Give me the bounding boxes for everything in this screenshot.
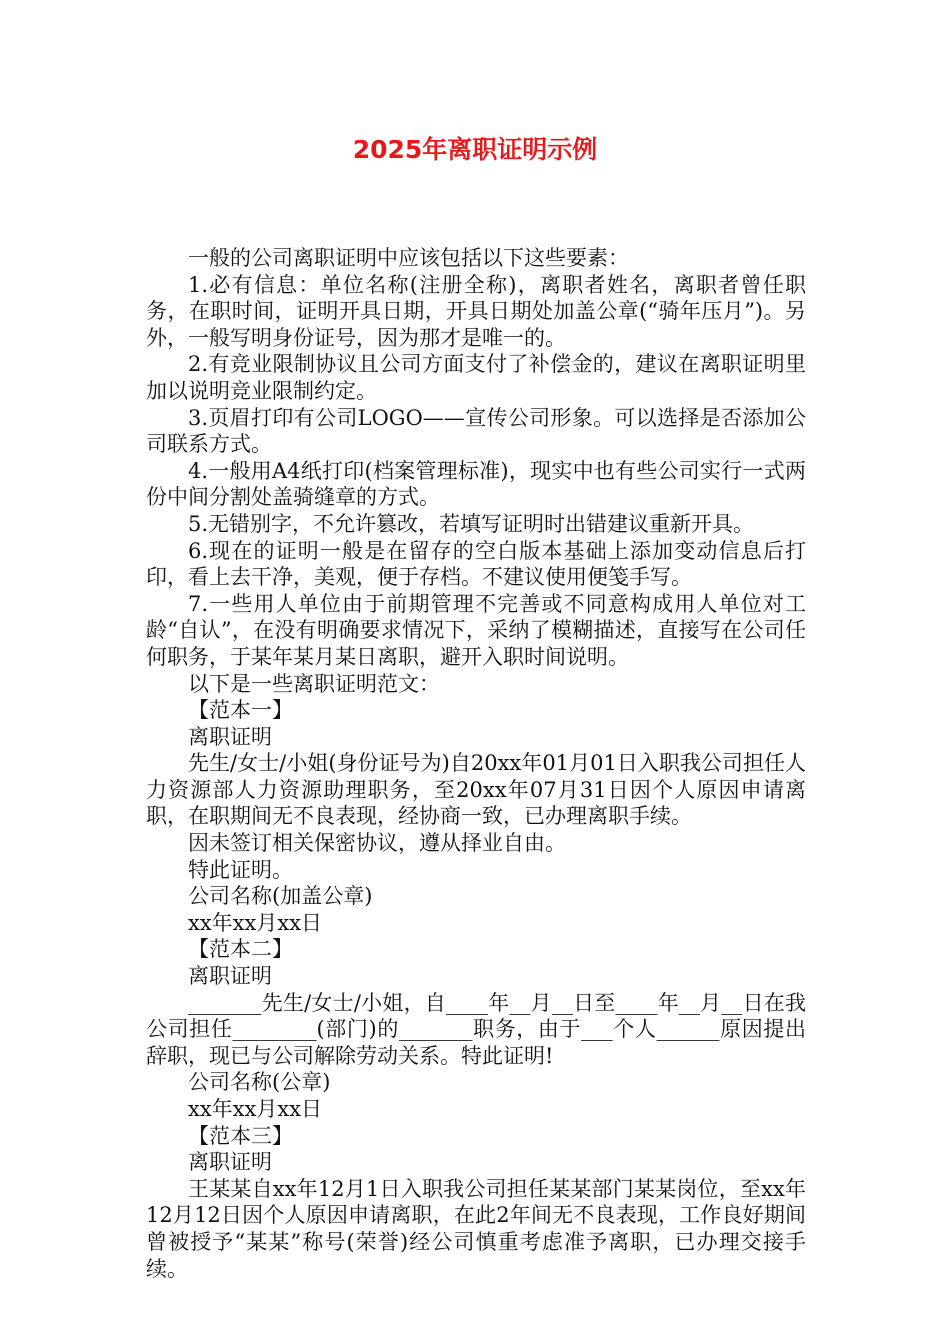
- sample-3-body: 王某某自xx年12月1日入职我公司担任某某部门某某岗位，至xx年12月12日因个人原因申请离职，在此2年间无不良表现，工作良好期间曾被授予“某某”称号(荣誉)经公司慎重考虑准予离职，已办理交接手续。: [146, 1176, 806, 1281]
- document-title: 2025年离职证明示例: [352, 135, 598, 164]
- sample-1-note: 因未签订相关保密协议，遵从择业自由。: [188, 831, 566, 856]
- element-item-5: 5.无错别字，不允许篡改，若填写证明时出错建议重新开具。: [188, 511, 755, 536]
- sample-1-title: 离职证明: [188, 724, 272, 749]
- sample-1-company: 公司名称(加盖公章): [188, 884, 373, 909]
- document-body: [146, 245, 806, 1282]
- sample-2-company: 公司名称(公章): [188, 1070, 331, 1095]
- sample-3-heading: 【范本三】: [188, 1123, 293, 1148]
- sample-3-title: 离职证明: [188, 1150, 272, 1175]
- element-item-2: 2.有竞业限制协议且公司方面支付了补偿金的，建议在离职证明里加以说明竞业限制约定。: [146, 352, 806, 403]
- sample-1-closing: 特此证明。: [188, 857, 293, 882]
- sample-1-body: 先生/女士/小姐(身份证号为)自20xx年01月01日入职我公司担任人力资源部人力资源助理职务，至20xx年07月31日因个人原因申请离职，在职期间无不良表现，经协商一致，已办理离职手续。: [146, 751, 806, 829]
- element-item-6: 6.现在的证明一般是在留存的空白版本基础上添加变动信息后打印，看上去干净，美观，便于存档。不建议使用便笺手写。: [146, 538, 806, 590]
- sample-2-date: xx年xx月xx日: [188, 1097, 323, 1121]
- element-item-7: 7.一些用人单位由于前期管理不完善或不同意构成用人单位对工龄“自认”，在没有明确要求情况下，采纳了模糊描述，直接写在公司任何职务，于某年某月某日离职，避开入职时间说明。: [146, 591, 806, 669]
- element-item-4: 4.一般用A4纸打印(档案管理标准)，现实中也有些公司实行一式两份中间分割处盖骑缝章的方式。: [146, 458, 806, 510]
- element-item-1: 1.必有信息：单位名称(注册全称)，离职者姓名，离职者曾任职务，在职时间，证明开具日期，开具日期处加盖公章(“骑年压月”)。另外，一般写明身份证号，因为那才是唯一的。: [146, 272, 806, 350]
- samples-intro: 以下是一些离职证明范文：: [188, 671, 440, 696]
- sample-1-heading: 【范本一】: [188, 698, 293, 723]
- sample-1-date: xx年xx月xx日: [188, 910, 323, 935]
- intro-paragraph: 一般的公司离职证明中应该包括以下这些要素：: [188, 246, 629, 270]
- sample-2-body: _______先生/女士/小姐，自____年__月__日至____年__月__日在我公司担任________(部门)的_______职务，由于___个人______原因提出辞职，现已与公司解除劳动关系。特此证明!: [146, 990, 806, 1068]
- sample-2-heading: 【范本二】: [188, 937, 293, 962]
- element-item-3: 3.页眉打印有公司LOGO——宣传公司形象。可以选择是否添加公司联系方式。: [146, 405, 806, 457]
- sample-2-title: 离职证明: [188, 964, 272, 989]
